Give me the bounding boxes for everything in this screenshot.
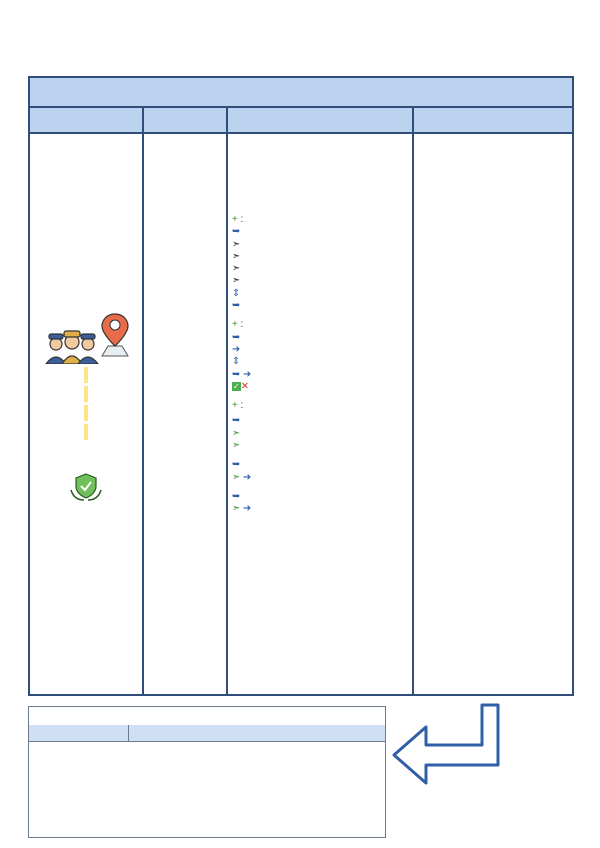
presidencia-item: ➣ — [232, 275, 241, 287]
organismo-cell — [30, 134, 142, 694]
header-organismo — [30, 108, 142, 134]
sub-table — [28, 706, 386, 838]
header-funciones — [414, 108, 572, 134]
shield-hands-icon — [70, 472, 102, 502]
secretaria-voz — [232, 381, 410, 393]
cross-icon: ✕ — [240, 380, 249, 392]
finalidad-municipios — [148, 361, 224, 374]
vocales-age-item: ➣ — [232, 440, 241, 452]
presidencia-alcalde: ➥ — [232, 226, 241, 238]
header-composicion — [228, 108, 412, 134]
secretaria-func: ➥ — [232, 331, 241, 343]
funciones-cell — [414, 134, 572, 694]
header-organo — [29, 725, 129, 742]
header-funcion — [129, 725, 385, 742]
organismo-title — [34, 366, 138, 442]
secretaria-func: ➔ — [232, 343, 241, 355]
composicion-cell — [228, 134, 412, 694]
check-icon: ✓ — [233, 381, 240, 391]
presidencia-del: ➥ — [232, 300, 241, 312]
page-title — [30, 78, 572, 108]
vocales-label: + : — [232, 400, 244, 412]
main-table — [28, 76, 574, 696]
arrow-left-icon — [390, 703, 510, 791]
vocales-autonomica-item: ➣ ➔ — [232, 471, 252, 483]
location-pin-icon — [98, 312, 132, 360]
presidencia-item: ➣ — [232, 263, 241, 275]
vocales-age: ➥ — [232, 415, 241, 427]
presidencia-item: ➣ — [232, 238, 241, 250]
secretaria-label: + : — [232, 319, 244, 331]
secretaria-periodo: ⇕ — [232, 356, 241, 368]
vocales-age-item: ➣ — [232, 427, 241, 439]
header-finalidad — [144, 108, 226, 134]
swap-icon: ⇕ — [232, 287, 241, 299]
vocales-autonomica: ➥ — [232, 459, 241, 471]
presidencia-label: + : — [232, 214, 244, 225]
secretaria-age: ➥ ➔ — [232, 368, 252, 380]
sub-table-caption — [29, 707, 385, 726]
finalidad-cell — [144, 134, 226, 694]
vocales-local: ➥ — [232, 490, 241, 502]
finalidad-ambito — [148, 340, 224, 353]
presidencia-item: ➣ — [232, 250, 241, 262]
vocales-local-item: ➣ ➔ — [232, 503, 252, 515]
